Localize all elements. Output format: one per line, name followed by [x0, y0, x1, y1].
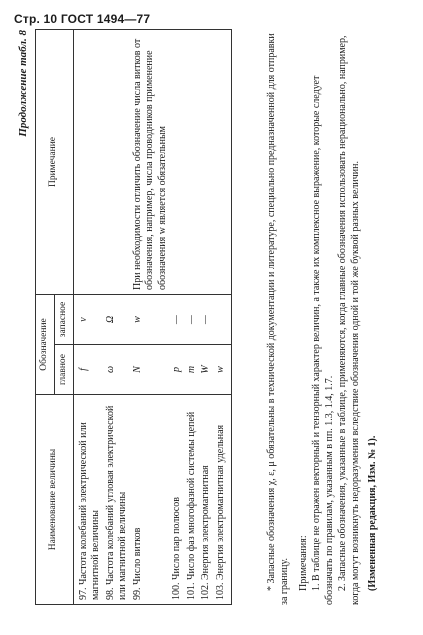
- table-row: [214, 30, 232, 605]
- quantity-name: 103. Энергия электромагнитная удельная: [214, 395, 232, 605]
- revision-note: (Измененная редакция, Изм. № 1).: [367, 435, 378, 591]
- footnote: * Запасные обозначения χ, ε, μ обязательны в технической документации и литературе, специально предназначенной для отправки за границу.: [266, 33, 290, 605]
- reserve-symbol: Ω: [104, 295, 131, 345]
- quantity-name: 98. Частота колебаний угловая электрической или магнитной величины: [104, 395, 131, 605]
- quantity-name: 102. Энергия электромагнитная: [199, 395, 214, 605]
- table-row: [104, 30, 131, 605]
- note-item: 1. В таблице не отражен векторный и тензорный характер величин, а также их комплексное выражение, которые следует обозначать по правилам, указанным в пп. 1.3, 1.4, 1.7.: [311, 75, 335, 605]
- table-row: [131, 30, 171, 605]
- row-note: [185, 30, 200, 295]
- quantity-name: 101. Число фаз многофазной системы цепей: [185, 395, 200, 605]
- notes-section: [265, 30, 379, 605]
- reserve-symbol: —: [170, 295, 185, 345]
- row-note: [73, 30, 104, 295]
- main-symbol: ω: [104, 345, 131, 395]
- col-header-reserve: запасное: [54, 295, 73, 345]
- col-header-main: главное: [54, 345, 73, 395]
- main-symbol: w: [214, 345, 232, 395]
- main-symbol: N: [131, 345, 171, 395]
- table-row: [170, 30, 185, 605]
- row-note: [170, 30, 185, 295]
- col-header-note: Примечание: [36, 30, 74, 295]
- col-header-name: Наименование величины: [36, 395, 74, 605]
- reserve-symbol: w: [131, 295, 171, 345]
- main-symbol: W: [199, 345, 214, 395]
- notes-title: Примечания:: [298, 535, 309, 591]
- page-header: Стр. 10 ГОСТ 1494—77: [14, 12, 151, 26]
- row-note: [104, 30, 131, 295]
- table-continuation-label: Продолжение табл. 8: [17, 30, 29, 137]
- quantities-table: [35, 29, 232, 605]
- row-note: При необходимости отличить обозначение числа витков от обозначения, например, числа проводников применение обозначения w является обязательным: [131, 30, 171, 295]
- main-symbol: p: [170, 345, 185, 395]
- main-symbol: m: [185, 345, 200, 395]
- reserve-symbol: —: [185, 295, 200, 345]
- rotated-page-content: [17, 30, 417, 605]
- table-row: [185, 30, 200, 605]
- reserve-symbol: [214, 295, 232, 345]
- main-symbol: f: [73, 345, 104, 395]
- reserve-symbol: —: [199, 295, 214, 345]
- table-row: [199, 30, 214, 605]
- quantity-name: 99. Число витков: [131, 395, 171, 605]
- quantity-name: 97. Частота колебаний электрической или магнитной величины: [73, 395, 104, 605]
- row-note: [199, 30, 214, 295]
- table-row: [73, 30, 104, 605]
- reserve-symbol: ν: [73, 295, 104, 345]
- row-note: [214, 30, 232, 295]
- quantity-name: 100. Число пар полюсов: [170, 395, 185, 605]
- note-item: 2. Запасные обозначения, указанные в таблице, применяются, когда главные обозначения использовать нерационально, например, когда могут возникнуть недоразумения вследствие обозначения одной и той же буквой разных величин.: [337, 35, 361, 605]
- col-header-symbol: Обозначение: [36, 295, 55, 395]
